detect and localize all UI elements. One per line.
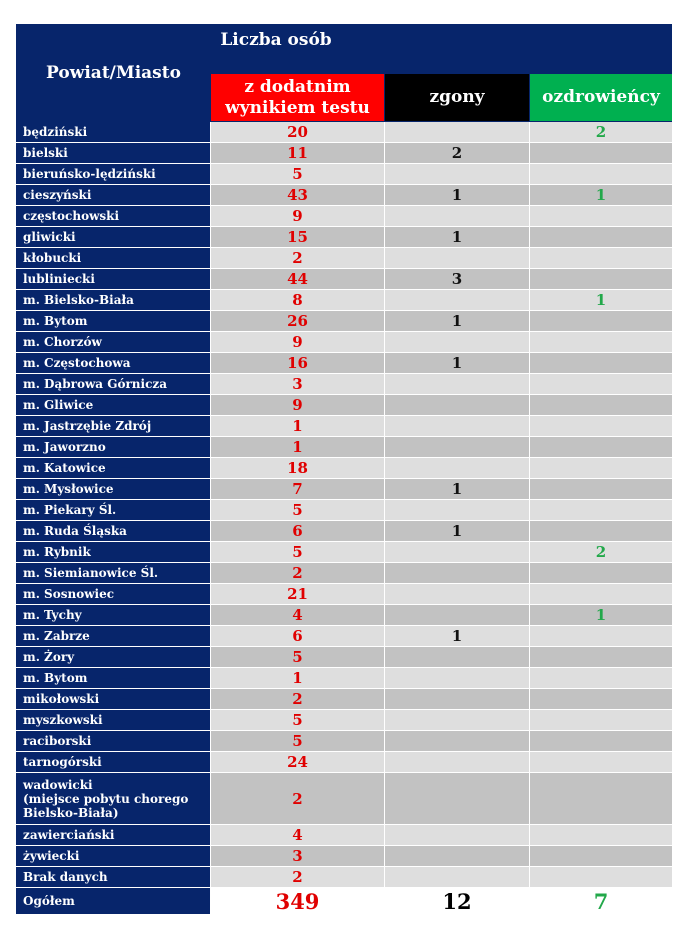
deaths-count-cell bbox=[385, 437, 530, 457]
deaths-count-cell bbox=[385, 825, 530, 845]
positive-count-cell: 43 bbox=[211, 185, 385, 205]
table-row bbox=[16, 353, 672, 374]
table-row bbox=[16, 437, 672, 458]
county-name-cell: raciborski bbox=[16, 731, 211, 751]
total-label: Ogółem bbox=[16, 888, 211, 914]
table-row bbox=[16, 542, 672, 563]
deaths-count-cell bbox=[385, 122, 530, 142]
recovered-count-cell bbox=[530, 867, 672, 887]
county-name-cell: m. Jastrzębie Zdrój bbox=[16, 416, 211, 436]
county-name-cell: bielski bbox=[16, 143, 211, 163]
deaths-count-cell bbox=[385, 542, 530, 562]
deaths-count-cell bbox=[385, 731, 530, 751]
deaths-count-cell bbox=[385, 846, 530, 866]
county-name-cell: m. Mysłowice bbox=[16, 479, 211, 499]
recovered-count-cell bbox=[530, 500, 672, 520]
deaths-count-cell bbox=[385, 332, 530, 352]
county-name-cell: m. Częstochowa bbox=[16, 353, 211, 373]
table-row bbox=[16, 206, 672, 227]
table-row bbox=[16, 185, 672, 206]
deaths-count-cell bbox=[385, 689, 530, 709]
positive-count-cell: 5 bbox=[211, 164, 385, 184]
positive-count-cell: 6 bbox=[211, 521, 385, 541]
recovered-count-cell bbox=[530, 521, 672, 541]
county-name-cell: m. Rybnik bbox=[16, 542, 211, 562]
deaths-count-cell bbox=[385, 710, 530, 730]
recovered-count-cell: 1 bbox=[530, 185, 672, 205]
total-deaths: 12 bbox=[385, 888, 530, 914]
deaths-count-cell: 1 bbox=[385, 311, 530, 331]
table-row bbox=[16, 458, 672, 479]
positive-count-cell: 1 bbox=[211, 668, 385, 688]
positive-count-cell: 9 bbox=[211, 206, 385, 226]
positive-count-cell: 3 bbox=[211, 374, 385, 394]
deaths-count-cell bbox=[385, 563, 530, 583]
county-name-cell: gliwicki bbox=[16, 227, 211, 247]
positive-count-cell: 2 bbox=[211, 563, 385, 583]
table-row bbox=[16, 867, 672, 888]
positive-count-cell: 4 bbox=[211, 605, 385, 625]
deaths-count-cell bbox=[385, 752, 530, 772]
county-name-cell: m. Gliwice bbox=[16, 395, 211, 415]
table-row bbox=[16, 773, 672, 825]
recovered-count-cell bbox=[530, 479, 672, 499]
table-row bbox=[16, 626, 672, 647]
table-row bbox=[16, 647, 672, 668]
recovered-count-cell bbox=[530, 395, 672, 415]
positive-count-cell: 2 bbox=[211, 867, 385, 887]
column-header-deaths: zgony bbox=[385, 74, 529, 121]
recovered-count-cell bbox=[530, 416, 672, 436]
recovered-count-cell bbox=[530, 206, 672, 226]
positive-count-cell: 2 bbox=[211, 248, 385, 268]
recovered-count-cell bbox=[530, 710, 672, 730]
column-group-header: Liczba osób bbox=[220, 30, 332, 50]
deaths-count-cell bbox=[385, 395, 530, 415]
recovered-count-cell bbox=[530, 626, 672, 646]
deaths-count-cell bbox=[385, 867, 530, 887]
deaths-count-cell bbox=[385, 605, 530, 625]
deaths-count-cell bbox=[385, 290, 530, 310]
table-row bbox=[16, 269, 672, 290]
total-row bbox=[16, 888, 672, 915]
deaths-count-cell bbox=[385, 206, 530, 226]
county-name-cell: m. Tychy bbox=[16, 605, 211, 625]
table-row bbox=[16, 825, 672, 846]
table-body bbox=[16, 122, 672, 915]
table-row bbox=[16, 710, 672, 731]
positive-count-cell: 2 bbox=[211, 689, 385, 709]
deaths-count-cell bbox=[385, 647, 530, 667]
county-name-cell: cieszyński bbox=[16, 185, 211, 205]
positive-count-cell: 8 bbox=[211, 290, 385, 310]
county-name-cell: m. Bytom bbox=[16, 668, 211, 688]
column-header-county: Powiat/Miasto bbox=[46, 63, 181, 83]
recovered-count-cell bbox=[530, 164, 672, 184]
table-row bbox=[16, 248, 672, 269]
recovered-count-cell bbox=[530, 227, 672, 247]
deaths-count-cell bbox=[385, 374, 530, 394]
positive-count-cell: 6 bbox=[211, 626, 385, 646]
deaths-count-cell: 2 bbox=[385, 143, 530, 163]
county-name-cell: częstochowski bbox=[16, 206, 211, 226]
deaths-count-cell bbox=[385, 416, 530, 436]
county-name-cell: m. Żory bbox=[16, 647, 211, 667]
positive-count-cell: 5 bbox=[211, 647, 385, 667]
table-row bbox=[16, 752, 672, 773]
county-name-cell: myszkowski bbox=[16, 710, 211, 730]
positive-count-cell: 18 bbox=[211, 458, 385, 478]
county-name-cell: lubliniecki bbox=[16, 269, 211, 289]
county-name-cell: m. Bielsko-Biała bbox=[16, 290, 211, 310]
deaths-count-cell: 1 bbox=[385, 479, 530, 499]
deaths-count-cell bbox=[385, 584, 530, 604]
county-name-cell: m. Sosnowiec bbox=[16, 584, 211, 604]
table-row bbox=[16, 689, 672, 710]
county-name-cell: zawierciański bbox=[16, 825, 211, 845]
recovered-count-cell bbox=[530, 825, 672, 845]
recovered-count-cell bbox=[530, 143, 672, 163]
county-name-cell: kłobucki bbox=[16, 248, 211, 268]
column-header-positive: z dodatnim wynikiem testu bbox=[211, 74, 384, 121]
recovered-count-cell bbox=[530, 647, 672, 667]
table-row bbox=[16, 416, 672, 437]
county-name-cell: m. Katowice bbox=[16, 458, 211, 478]
recovered-count-cell bbox=[530, 437, 672, 457]
positive-count-cell: 24 bbox=[211, 752, 385, 772]
positive-count-cell: 16 bbox=[211, 353, 385, 373]
recovered-count-cell bbox=[530, 689, 672, 709]
table-row bbox=[16, 563, 672, 584]
total-positive: 349 bbox=[211, 888, 385, 914]
recovered-count-cell bbox=[530, 248, 672, 268]
county-name-cell: wadowicki (miejsce pobytu chorego Bielsko-Biała) bbox=[16, 773, 211, 824]
recovered-count-cell bbox=[530, 584, 672, 604]
table-row bbox=[16, 395, 672, 416]
recovered-count-cell bbox=[530, 752, 672, 772]
table-row bbox=[16, 164, 672, 185]
recovered-count-cell: 1 bbox=[530, 605, 672, 625]
deaths-count-cell: 1 bbox=[385, 353, 530, 373]
recovered-count-cell bbox=[530, 311, 672, 331]
table-row bbox=[16, 143, 672, 164]
table-row bbox=[16, 311, 672, 332]
county-name-cell: m. Bytom bbox=[16, 311, 211, 331]
positive-count-cell: 3 bbox=[211, 846, 385, 866]
deaths-count-cell: 1 bbox=[385, 185, 530, 205]
table-row bbox=[16, 122, 672, 143]
positive-count-cell: 11 bbox=[211, 143, 385, 163]
recovered-count-cell bbox=[530, 668, 672, 688]
county-name-cell: bieruńsko-lędziński bbox=[16, 164, 211, 184]
positive-count-cell: 5 bbox=[211, 710, 385, 730]
county-name-cell: m. Dąbrowa Górnicza bbox=[16, 374, 211, 394]
recovered-count-cell bbox=[530, 563, 672, 583]
deaths-count-cell: 1 bbox=[385, 227, 530, 247]
table-row bbox=[16, 479, 672, 500]
recovered-count-cell bbox=[530, 332, 672, 352]
table-row bbox=[16, 500, 672, 521]
table-row bbox=[16, 584, 672, 605]
county-name-cell: m. Siemianowice Śl. bbox=[16, 563, 211, 583]
recovered-count-cell bbox=[530, 458, 672, 478]
positive-count-cell: 5 bbox=[211, 500, 385, 520]
positive-count-cell: 1 bbox=[211, 416, 385, 436]
county-name-cell: Brak danych bbox=[16, 867, 211, 887]
table-header bbox=[16, 24, 672, 122]
deaths-count-cell: 3 bbox=[385, 269, 530, 289]
positive-count-cell: 5 bbox=[211, 542, 385, 562]
table-row bbox=[16, 846, 672, 867]
deaths-count-cell bbox=[385, 773, 530, 824]
positive-count-cell: 5 bbox=[211, 731, 385, 751]
recovered-count-cell bbox=[530, 846, 672, 866]
table-row bbox=[16, 374, 672, 395]
table-row bbox=[16, 332, 672, 353]
positive-count-cell: 21 bbox=[211, 584, 385, 604]
recovered-count-cell: 1 bbox=[530, 290, 672, 310]
county-name-cell: mikołowski bbox=[16, 689, 211, 709]
county-name-cell: m. Piekary Śl. bbox=[16, 500, 211, 520]
positive-count-cell: 15 bbox=[211, 227, 385, 247]
recovered-count-cell bbox=[530, 374, 672, 394]
county-name-cell: m. Zabrze bbox=[16, 626, 211, 646]
deaths-count-cell: 1 bbox=[385, 626, 530, 646]
deaths-count-cell bbox=[385, 164, 530, 184]
recovered-count-cell: 2 bbox=[530, 542, 672, 562]
county-name-cell: m. Ruda Śląska bbox=[16, 521, 211, 541]
positive-count-cell: 9 bbox=[211, 395, 385, 415]
recovered-count-cell bbox=[530, 731, 672, 751]
county-name-cell: tarnogórski bbox=[16, 752, 211, 772]
positive-count-cell: 9 bbox=[211, 332, 385, 352]
positive-count-cell: 44 bbox=[211, 269, 385, 289]
county-name-cell: żywiecki bbox=[16, 846, 211, 866]
table-row bbox=[16, 227, 672, 248]
column-header-recovered: ozdrowieńcy bbox=[530, 74, 672, 121]
deaths-count-cell bbox=[385, 248, 530, 268]
positive-count-cell: 2 bbox=[211, 773, 385, 824]
county-name-cell: będziński bbox=[16, 122, 211, 142]
deaths-count-cell: 1 bbox=[385, 521, 530, 541]
positive-count-cell: 26 bbox=[211, 311, 385, 331]
table-row bbox=[16, 290, 672, 311]
positive-count-cell: 4 bbox=[211, 825, 385, 845]
recovered-count-cell bbox=[530, 773, 672, 824]
recovered-count-cell: 2 bbox=[530, 122, 672, 142]
table-row bbox=[16, 605, 672, 626]
table-row bbox=[16, 521, 672, 542]
county-name-cell: m. Chorzów bbox=[16, 332, 211, 352]
table-row bbox=[16, 731, 672, 752]
county-name-cell: m. Jaworzno bbox=[16, 437, 211, 457]
recovered-count-cell bbox=[530, 353, 672, 373]
deaths-count-cell bbox=[385, 500, 530, 520]
total-recovered: 7 bbox=[530, 888, 672, 914]
deaths-count-cell bbox=[385, 668, 530, 688]
positive-count-cell: 1 bbox=[211, 437, 385, 457]
deaths-count-cell bbox=[385, 458, 530, 478]
table-row bbox=[16, 668, 672, 689]
positive-count-cell: 7 bbox=[211, 479, 385, 499]
recovered-count-cell bbox=[530, 269, 672, 289]
positive-count-cell: 20 bbox=[211, 122, 385, 142]
